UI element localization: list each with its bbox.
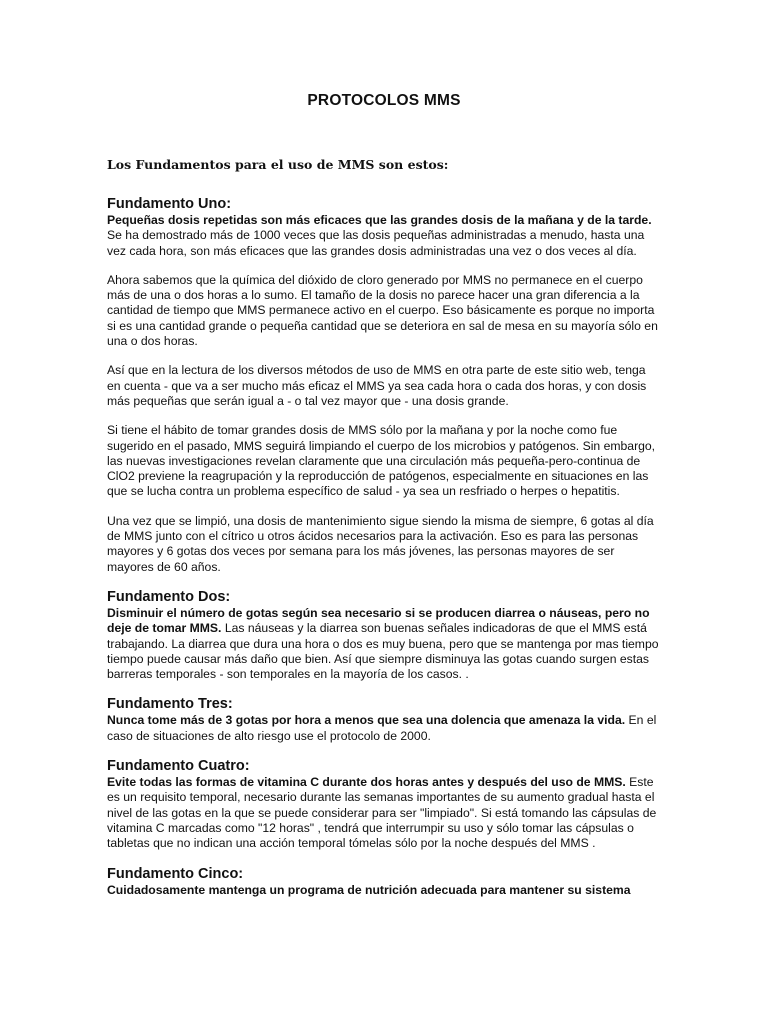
section-heading: Fundamento Cinco: bbox=[107, 865, 244, 882]
document-subtitle: Los Fundamentos para el uso de MMS son estos: bbox=[107, 157, 449, 172]
paragraph: Una vez que se limpió, una dosis de mantenimiento sigue siendo la misma de siempre, 6 gotas al día de MMS junto con el cítrico u otros ácidos necesarios para la activación. Eso es para las personas mayores y 6 gotas dos veces por semana para los más jóvenes, las personas mayores de ser mayores de 60 años. bbox=[107, 513, 654, 574]
section-heading: Fundamento Cuatro: bbox=[107, 758, 250, 775]
section-fundamento-tres bbox=[107, 696, 659, 744]
paragraph: Ahora sabemos que la química del dióxido de cloro generado por MMS no permanece en el cuerpo más de una o dos horas a lo sumo. El tamaño de la dosis no parece hacer una gran diferencia a la cantidad de tiempo que MMS permanece activo en el cuerpo. Eso básicamente es porque no importa si es una cantidad grande o pequeña cantidad que se deteriora en sal de mesa en su mayoría sólo en una o dos horas. bbox=[107, 272, 658, 349]
lead-bold-text: Pequeñas dosis repetidas son más eficaces que las grandes dosis de la mañana y de la tarde. bbox=[107, 213, 652, 227]
page-title: PROTOCOLOS MMS bbox=[307, 92, 461, 109]
lead-body-text: Las náuseas y la diarrea son buenas señales indicadoras de que el MMS está trabajando. La diarrea que dura una hora o dos es muy buena, pero que se mantenga por mas tiempo tiempo puede causar más daño que bien. Así que siempre disminuya las gotas cuando surgen estas barreras temporales - son temporales en la mayoría de los casos. . bbox=[107, 621, 659, 682]
lead-bold-text: Nunca tome más de 3 gotas por hora a menos que sea una dolencia que amenaza la vida. bbox=[107, 713, 626, 728]
lead-bold-text: Cuidadosamente mantenga un programa de nutrición adecuada para mantener su sistema bbox=[107, 882, 631, 897]
section-lead-paragraph bbox=[107, 606, 659, 682]
document-body bbox=[107, 196, 659, 912]
section-fundamento-cinco bbox=[107, 866, 659, 898]
section-heading: Fundamento Uno: bbox=[107, 196, 232, 212]
lead-body-text: Este es un requisito temporal, necesario durante las semanas importantes de su aumento gradual hasta el nivel de las gotas en la que se puede considerar para ser "limpiado". Si está tomando las cápsulas de vitamina C marcadas como "12 horas" , tendrá que interrumpir su uso y sólo tomar las cápsulas o tabletas que no indican una acción temporal tómelas sólo por la noche después del MMS . bbox=[107, 775, 657, 851]
section-fundamento-dos bbox=[107, 589, 659, 682]
section-lead-paragraph bbox=[107, 775, 659, 851]
paragraph: Así que en la lectura de los diversos métodos de uso de MMS en otra parte de este sitio web, tenga en cuenta - que va a ser mucho más eficaz el MMS ya sea cada hora o cada dos horas, y con dosis más pequeñas que serán igual a - o tal vez mayor que - una dosis grande. bbox=[107, 363, 647, 408]
section-heading: Fundamento Dos: bbox=[107, 588, 231, 605]
section-lead-paragraph bbox=[107, 713, 659, 744]
section-heading: Fundamento Tres: bbox=[107, 696, 233, 713]
section-fundamento-cuatro bbox=[107, 758, 659, 851]
section-fundamento-uno bbox=[107, 196, 659, 575]
section-lead-paragraph bbox=[107, 883, 659, 898]
lead-body-text: Se ha demostrado más de 1000 veces que las dosis pequeñas administradas a menudo, hasta una vez cada hora, son más eficaces que las grandes dosis administradas una vez o dos veces al día. bbox=[107, 228, 645, 258]
lead-body-text: En el caso de situaciones de alto riesgo use el protocolo de 2000. bbox=[107, 713, 657, 743]
lead-bold-text: Evite todas las formas de vitamina C durante dos horas antes y después del uso de MMS. bbox=[107, 775, 626, 790]
paragraph: Si tiene el hábito de tomar grandes dosis de MMS sólo por la mañana y por la noche como fue sugerido en el pasado, MMS seguirá limpiando el cuerpo de los microbios y patógenos. Sin embargo, las nuevas investigaciones revelan claramente que una circulación más pequeña-pero-continua de ClO2 previene la reagrupación y la reproducción de patógenos, especialmente en situaciones en las que se lucha contra un problema específico de salud - ya sea un resfriado o herpes o hepatitis. bbox=[107, 423, 656, 499]
lead-bold-text: Disminuir el número de gotas según sea necesario si se producen diarrea o náuseas, pero no deje de tomar MMS. bbox=[107, 605, 650, 636]
section-lead-paragraph bbox=[107, 213, 659, 259]
